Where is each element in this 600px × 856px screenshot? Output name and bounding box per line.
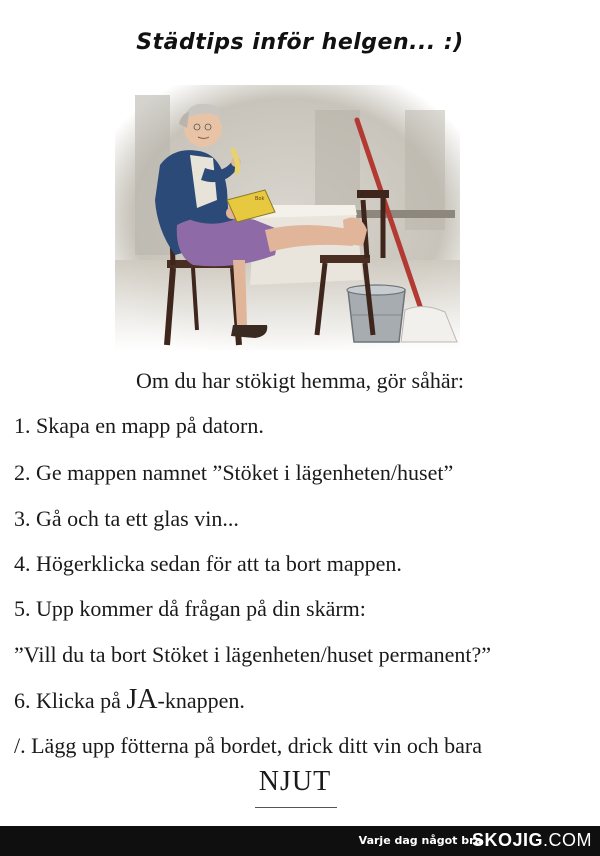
step-4: 4. Högerklicka sedan för att ta bort mappen. — [14, 551, 402, 576]
old-woman-reading-illustration — [105, 80, 470, 355]
step-1: 1. Skapa en mapp på datorn. — [14, 413, 264, 438]
footer-tagline: Varje dag något bra · — [358, 834, 490, 847]
step-6 — [14, 684, 245, 716]
footer-brand-name: SKOJIG — [471, 830, 543, 850]
step-3: 3. Gå och ta ett glas vin... — [14, 506, 239, 531]
footer-brand-link[interactable] — [472, 830, 592, 851]
step-6-suffix: -knappen. — [157, 688, 245, 713]
njut-underline — [255, 807, 337, 808]
step-2: 2. Ge mappen namnet ”Stöket i lägenheten/huset” — [14, 460, 454, 485]
footer-bar — [0, 826, 600, 856]
step-7: /. Lägg upp fötterna på bordet, drick ditt vin och bara — [14, 733, 482, 758]
intro-text: Om du har stökigt hemma, gör såhär: — [135, 368, 465, 393]
step-6-prefix: 6. Klicka på — [14, 688, 127, 713]
step-6-ja: JA — [126, 684, 158, 715]
njut-text: NJUT — [258, 766, 332, 797]
book-cover-text: Bok — [255, 196, 265, 202]
footer-brand-suffix: .COM — [543, 830, 592, 850]
step-5-question: ”Vill du ta bort Stöket i lägenheten/huset permanent?” — [14, 642, 492, 667]
page-title: Städtips inför helgen... :) — [136, 30, 464, 55]
step-5: 5. Upp kommer då frågan på din skärm: — [14, 596, 366, 621]
